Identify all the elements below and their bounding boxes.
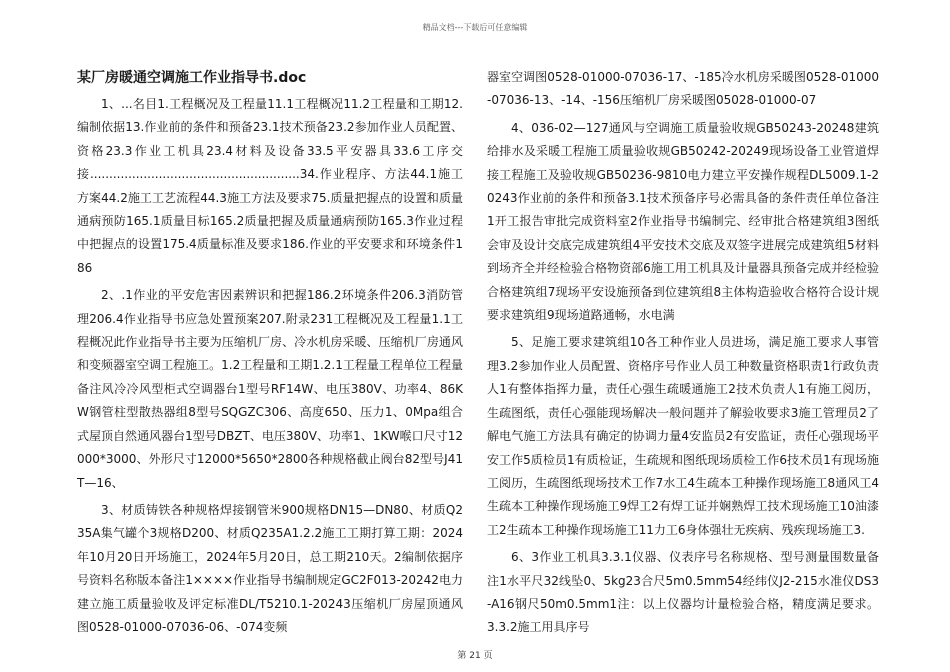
paragraph: 6、3作业工机具3.3.1仪器、仪表序号名称规格、型号测量围数量备注1水平尺32线坠0、5kg23合尺5m0.5mm54经纬仪J2-215水准仪DS3-A16钢尺50m0.5mm1注：以上仪器均计量检验合格，精度满足要求。3.3.2施工用具序号 bbox=[487, 550, 879, 635]
paragraph: 1、...名目1.工程概况及工程量11.1工程概况11.2工程量和工期12.编制依据13.作业前的条件和预备23.1技术预备23.2参加作业人员配置、资格23.3作业工机具23.4材料及设备33.5平安器具33.6工序交接.......................................................34.作业程序、方法44.1施工方案44.2施工工艺流程44.3施工方法及要求75.质量把握点的设置和质量通病预防165.1质量目标165.2质量把握及质量通病预防165.3作业过程中把握点的设置175.4质量标准及要求186.作业的平安要求和环境条件186 bbox=[77, 97, 463, 275]
left-column bbox=[77, 66, 463, 643]
paragraph: 2、.1作业的平安危害因素辨识和把握186.2环境条件206.3消防管理206.4作业指导书应急处置预案207.附录231工程概况及工程量1.1工程概况此作业指导书主要为压缩机厂房、冷水机房采暖、压缩机厂房通风和变频器室空调工程施工。1.2工程量和工期1.2.1工程量工程单位工程量备注风冷冷风型柜式空调器台1型号RF14W、电压380V、功率4、86KW钢管柱型散热器组8型号SQGZC306、高度650、压力1、0Mpa组合式屋顶自然通风器台1型号DBZT、电压380V、功率1、1KW喉口尺寸12000*3000、外形尺寸12000*5650*2800各种规格截止阀台82型号J41T—16、 bbox=[77, 288, 463, 490]
paragraph: 4、036-02—127通风与空调施工质量验收规GB50243-20248建筑给排水及采暖工程施工质量验收规GB50242-20249现场设备工业管道焊接工程施工及验收规GB50236-9810电力建立平安操作规程DL5009.1-20243作业前的条件和预备3.1技术预备序号必需具备的条件责任单位备注1开工报告审批完成资料室2作业指导书编制完、经审批合格建筑组3图纸会审及设计交底完成建筑组4平安技术交底及双签字进展完成建筑组5材料到场齐全并经检验合格物资部6施工用工机具及计量器具预备完成并经检验合格建筑组7现场平安设施预备到位建筑组8主体构造验收合格符合设计规要求建筑组9现场道路通畅，水电满 bbox=[487, 120, 879, 323]
paragraph: 5、足施工要求建筑组10各工种作业人员进场，满足施工要求人事管理3.2参加作业人员配置、资格序号作业人员工种数量资格职责1行政负责人1有整体指挥力量，责任心强生疏暖通施工2技术负责人1有施工阅历，生疏图纸，责任心强能现场解决一般问题并了解验收要求3施工管理员2了解电气施工方法具有确定的协调力量4安监员2有安监证，责任心强现场平安工作5质检员1有质检证，生疏规和图纸现场质检工作6技术员1有现场施工阅历，生疏图纸现场技术工作7水工4生疏本工种操作现场施工8通风工4生疏本工种操作现场施工9焊工2有焊工证并娴熟焊工技术现场施工10油漆工2生疏本工种操作现场施工11力工6身体强壮无疾病、残疾现场施工3. bbox=[487, 335, 879, 537]
page-header: 精品文档---下载后可任意编辑 bbox=[422, 23, 528, 32]
page-footer: 第 21 页 bbox=[457, 651, 493, 661]
paragraph: 器室空调图0528-01000-07036-17、-185冷水机房采暖图0528-01000-07036-13、-14、-156压缩机厂房采暖图05028-01000-07 bbox=[487, 70, 879, 108]
document-title: 某厂房暖通空调施工作业指导书.doc bbox=[77, 70, 307, 86]
paragraph: 3、材质铸铁各种规格焊接钢管米900规格DN15—DN80、材质Q235A集气罐个3规格D200、材质Q235A1.2.2施工工期打算工期：2024年10月20日开场施工，2024年5月20日，总工期210天。2编制依据序号资料名称版本备注1××××作业指导书编制规定GC2F013-20242电力建立施工质量验收及评定标准DL/T5210.1-20243压缩机厂房屋顶通风图0528-01000-07036-06、-074变频 bbox=[77, 502, 463, 634]
right-column bbox=[487, 66, 879, 644]
